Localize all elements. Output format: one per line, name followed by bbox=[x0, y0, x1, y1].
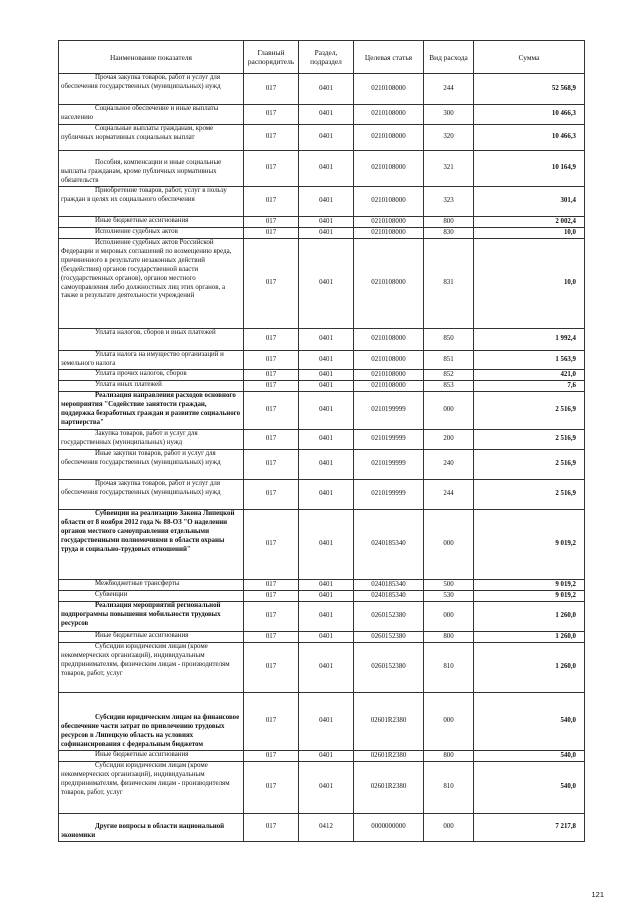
cell-expense-type: 000 bbox=[424, 392, 474, 430]
cell-section: 0401 bbox=[299, 351, 354, 370]
cell-section: 0401 bbox=[299, 430, 354, 450]
cell-amount: 540,0 bbox=[474, 762, 585, 814]
cell-main-manager: 017 bbox=[244, 591, 299, 602]
cell-main-manager: 017 bbox=[244, 450, 299, 480]
cell-main-manager: 017 bbox=[244, 580, 299, 591]
cell-indicator-name: Закупка товаров, работ и услуг для государственных (муниципальных) нужд bbox=[59, 430, 244, 450]
cell-indicator-name: Субсидии юридическим лицам (кроме некоммерческих организаций), индивидуальным предпринимателям, физическим лицам - производителям товаров, работ, услуг bbox=[59, 643, 244, 693]
cell-expense-type: 853 bbox=[424, 381, 474, 392]
table-header-row bbox=[59, 41, 585, 74]
cell-indicator-name: Межбюджетные трансферты bbox=[59, 580, 244, 591]
cell-indicator-name: Уплата иных платежей bbox=[59, 381, 244, 392]
table-row bbox=[59, 228, 585, 239]
cell-amount: 9 019,2 bbox=[474, 510, 585, 580]
cell-main-manager: 017 bbox=[244, 430, 299, 450]
table-row bbox=[59, 762, 585, 814]
cell-main-manager: 017 bbox=[244, 217, 299, 228]
cell-section: 0401 bbox=[299, 392, 354, 430]
table-row bbox=[59, 187, 585, 217]
cell-target-article: 0210108000 bbox=[354, 329, 424, 351]
cell-section: 0401 bbox=[299, 643, 354, 693]
cell-expense-type: 000 bbox=[424, 510, 474, 580]
cell-amount: 2 002,4 bbox=[474, 217, 585, 228]
table-row bbox=[59, 450, 585, 480]
cell-indicator-name: Реализация направления расходов основного мероприятия "Содействие занятости граждан, поддержка безработных граждан и развитие социального партнерства" bbox=[59, 392, 244, 430]
cell-target-article: 0210108000 bbox=[354, 74, 424, 105]
cell-section: 0401 bbox=[299, 217, 354, 228]
cell-section: 0401 bbox=[299, 602, 354, 632]
cell-section: 0401 bbox=[299, 450, 354, 480]
table-row bbox=[59, 693, 585, 751]
cell-main-manager: 017 bbox=[244, 392, 299, 430]
cell-amount: 2 516,9 bbox=[474, 450, 585, 480]
cell-main-manager: 017 bbox=[244, 751, 299, 762]
cell-main-manager: 017 bbox=[244, 125, 299, 151]
cell-section: 0401 bbox=[299, 751, 354, 762]
cell-target-article: 0240185340 bbox=[354, 580, 424, 591]
table-row bbox=[59, 510, 585, 580]
cell-amount: 7,6 bbox=[474, 381, 585, 392]
cell-section: 0401 bbox=[299, 693, 354, 751]
table-row bbox=[59, 74, 585, 105]
cell-indicator-name: Иные бюджетные ассигнования bbox=[59, 751, 244, 762]
cell-section: 0401 bbox=[299, 228, 354, 239]
cell-expense-type: 244 bbox=[424, 480, 474, 510]
table-row bbox=[59, 751, 585, 762]
cell-indicator-name: Уплата налогов, сборов и иных платежей bbox=[59, 329, 244, 351]
cell-amount: 10 164,9 bbox=[474, 151, 585, 187]
cell-expense-type: 530 bbox=[424, 591, 474, 602]
cell-section: 0401 bbox=[299, 105, 354, 125]
cell-main-manager: 017 bbox=[244, 480, 299, 510]
cell-target-article: 0210199999 bbox=[354, 430, 424, 450]
cell-target-article: 0260152380 bbox=[354, 632, 424, 643]
cell-target-article: 0210108000 bbox=[354, 105, 424, 125]
cell-section: 0401 bbox=[299, 125, 354, 151]
cell-indicator-name: Субсидии юридическим лицам (кроме некоммерческих организаций), индивидуальным предпринимателям, физическим лицам - производителям товаров, работ, услуг bbox=[59, 762, 244, 814]
cell-target-article: 02601R2380 bbox=[354, 762, 424, 814]
table-row bbox=[59, 591, 585, 602]
table-row bbox=[59, 370, 585, 381]
document-page bbox=[58, 40, 584, 842]
cell-expense-type: 830 bbox=[424, 228, 474, 239]
cell-main-manager: 017 bbox=[244, 510, 299, 580]
cell-indicator-name: Исполнение судебных актов bbox=[59, 228, 244, 239]
cell-target-article: 0240185340 bbox=[354, 510, 424, 580]
cell-amount: 540,0 bbox=[474, 693, 585, 751]
cell-target-article: 0210108000 bbox=[354, 217, 424, 228]
cell-indicator-name: Субвенции bbox=[59, 591, 244, 602]
budget-table bbox=[58, 40, 585, 842]
header-section: Раздел, подраздел bbox=[299, 41, 354, 74]
cell-expense-type: 000 bbox=[424, 814, 474, 842]
cell-amount: 10,0 bbox=[474, 228, 585, 239]
cell-main-manager: 017 bbox=[244, 74, 299, 105]
cell-amount: 2 516,9 bbox=[474, 392, 585, 430]
cell-amount: 10,0 bbox=[474, 239, 585, 329]
cell-main-manager: 017 bbox=[244, 814, 299, 842]
cell-expense-type: 244 bbox=[424, 74, 474, 105]
cell-target-article: 0000000000 bbox=[354, 814, 424, 842]
table-row bbox=[59, 580, 585, 591]
table-row bbox=[59, 151, 585, 187]
cell-target-article: 0210108000 bbox=[354, 381, 424, 392]
cell-expense-type: 800 bbox=[424, 217, 474, 228]
cell-amount: 10 466,3 bbox=[474, 125, 585, 151]
cell-section: 0401 bbox=[299, 151, 354, 187]
cell-amount: 52 568,9 bbox=[474, 74, 585, 105]
cell-main-manager: 017 bbox=[244, 351, 299, 370]
cell-main-manager: 017 bbox=[244, 228, 299, 239]
cell-target-article: 02601R2380 bbox=[354, 693, 424, 751]
cell-section: 0401 bbox=[299, 381, 354, 392]
table-row bbox=[59, 632, 585, 643]
table-row bbox=[59, 125, 585, 151]
cell-indicator-name: Приобретение товаров, работ, услуг в пользу граждан в целях их социального обеспечения bbox=[59, 187, 244, 217]
cell-amount: 540,0 bbox=[474, 751, 585, 762]
cell-main-manager: 017 bbox=[244, 643, 299, 693]
cell-target-article: 0240185340 bbox=[354, 591, 424, 602]
cell-main-manager: 017 bbox=[244, 762, 299, 814]
cell-main-manager: 017 bbox=[244, 381, 299, 392]
header-amount: Сумма bbox=[474, 41, 585, 74]
cell-expense-type: 200 bbox=[424, 430, 474, 450]
cell-amount: 1 260,0 bbox=[474, 632, 585, 643]
cell-expense-type: 000 bbox=[424, 693, 474, 751]
cell-amount: 2 516,9 bbox=[474, 430, 585, 450]
cell-indicator-name: Иные бюджетные ассигнования bbox=[59, 217, 244, 228]
cell-expense-type: 851 bbox=[424, 351, 474, 370]
cell-target-article: 0210199999 bbox=[354, 480, 424, 510]
cell-indicator-name: Другие вопросы в области национальной экономики bbox=[59, 814, 244, 842]
cell-indicator-name: Субвенции на реализацию Закона Липецкой области от 8 ноября 2012 года № 88-ОЗ "О наделении органов местного самоуправления отдельными государственными полномочиями в области охраны труда и социально-трудовых отношений" bbox=[59, 510, 244, 580]
cell-target-article: 0210108000 bbox=[354, 228, 424, 239]
cell-target-article: 0210108000 bbox=[354, 351, 424, 370]
cell-section: 0401 bbox=[299, 370, 354, 381]
cell-amount: 2 516,9 bbox=[474, 480, 585, 510]
header-indicator-name: Наименование показателя bbox=[59, 41, 244, 74]
table-row bbox=[59, 217, 585, 228]
table-row bbox=[59, 329, 585, 351]
cell-section: 0401 bbox=[299, 510, 354, 580]
cell-expense-type: 850 bbox=[424, 329, 474, 351]
cell-target-article: 0210108000 bbox=[354, 370, 424, 381]
cell-expense-type: 000 bbox=[424, 602, 474, 632]
cell-main-manager: 017 bbox=[244, 693, 299, 751]
cell-amount: 9 019,2 bbox=[474, 591, 585, 602]
cell-expense-type: 300 bbox=[424, 105, 474, 125]
cell-amount: 301,4 bbox=[474, 187, 585, 217]
cell-indicator-name: Уплата налога на имущество организаций и земельного налога bbox=[59, 351, 244, 370]
cell-section: 0401 bbox=[299, 187, 354, 217]
cell-main-manager: 017 bbox=[244, 602, 299, 632]
cell-indicator-name: Уплата прочих налогов, сборов bbox=[59, 370, 244, 381]
table-row bbox=[59, 602, 585, 632]
cell-section: 0401 bbox=[299, 632, 354, 643]
cell-main-manager: 017 bbox=[244, 187, 299, 217]
cell-expense-type: 810 bbox=[424, 643, 474, 693]
cell-main-manager: 017 bbox=[244, 329, 299, 351]
cell-target-article: 0210199999 bbox=[354, 450, 424, 480]
cell-target-article: 0260152380 bbox=[354, 602, 424, 632]
cell-amount: 10 466,3 bbox=[474, 105, 585, 125]
table-row bbox=[59, 480, 585, 510]
cell-amount: 1 563,9 bbox=[474, 351, 585, 370]
cell-expense-type: 800 bbox=[424, 751, 474, 762]
cell-main-manager: 017 bbox=[244, 105, 299, 125]
cell-amount: 1 260,0 bbox=[474, 602, 585, 632]
cell-indicator-name: Пособия, компенсации и иные социальные выплаты гражданам, кроме публичных нормативных обязательств bbox=[59, 151, 244, 187]
table-row bbox=[59, 643, 585, 693]
cell-indicator-name: Социальное обеспечение и иные выплаты населению bbox=[59, 105, 244, 125]
cell-target-article: 0210108000 bbox=[354, 151, 424, 187]
cell-amount: 1 992,4 bbox=[474, 329, 585, 351]
cell-section: 0401 bbox=[299, 329, 354, 351]
cell-main-manager: 017 bbox=[244, 632, 299, 643]
cell-main-manager: 017 bbox=[244, 151, 299, 187]
cell-target-article: 0210108000 bbox=[354, 239, 424, 329]
cell-target-article: 0210108000 bbox=[354, 125, 424, 151]
cell-indicator-name: Реализация мероприятий региональной подпрограммы повышения мобильности трудовых ресурсов bbox=[59, 602, 244, 632]
cell-target-article: 02601R2380 bbox=[354, 751, 424, 762]
cell-expense-type: 852 bbox=[424, 370, 474, 381]
cell-indicator-name: Исполнение судебных актов Российской Федерации и мировых соглашений по возмещению вреда, причиненного в результате незаконных действий (бездействия) органов государственной власти (государственных органов), органов местного самоуправления либо должностных лиц этих органов, а также в результате деятельности учреждений bbox=[59, 239, 244, 329]
cell-amount: 7 217,8 bbox=[474, 814, 585, 842]
table-row bbox=[59, 381, 585, 392]
cell-amount: 1 260,0 bbox=[474, 643, 585, 693]
header-target-article: Целевая статья bbox=[354, 41, 424, 74]
cell-section: 0401 bbox=[299, 762, 354, 814]
cell-section: 0401 bbox=[299, 239, 354, 329]
cell-target-article: 0210108000 bbox=[354, 187, 424, 217]
cell-section: 0401 bbox=[299, 480, 354, 510]
cell-expense-type: 320 bbox=[424, 125, 474, 151]
cell-indicator-name: Субсидии юридическим лицам на финансовое обеспечение части затрат по привлечению трудовых ресурсов в Липецкую область на условиях софинансирования с федеральным бюджетом bbox=[59, 693, 244, 751]
cell-expense-type: 831 bbox=[424, 239, 474, 329]
table-row bbox=[59, 351, 585, 370]
cell-expense-type: 500 bbox=[424, 580, 474, 591]
page-number: 121 bbox=[591, 890, 604, 899]
cell-section: 0401 bbox=[299, 580, 354, 591]
cell-indicator-name: Социальные выплаты гражданам, кроме публичных нормативных социальных выплат bbox=[59, 125, 244, 151]
cell-expense-type: 323 bbox=[424, 187, 474, 217]
table-row bbox=[59, 392, 585, 430]
table-row bbox=[59, 239, 585, 329]
cell-indicator-name: Прочая закупка товаров, работ и услуг для обеспечения государственных (муниципальных) нужд bbox=[59, 74, 244, 105]
cell-section: 0401 bbox=[299, 591, 354, 602]
header-main-manager: Главный распорядитель bbox=[244, 41, 299, 74]
cell-indicator-name: Иные бюджетные ассигнования bbox=[59, 632, 244, 643]
cell-expense-type: 240 bbox=[424, 450, 474, 480]
cell-amount: 421,0 bbox=[474, 370, 585, 381]
cell-section: 0401 bbox=[299, 74, 354, 105]
cell-target-article: 0260152380 bbox=[354, 643, 424, 693]
cell-main-manager: 017 bbox=[244, 239, 299, 329]
cell-indicator-name: Прочая закупка товаров, работ и услуг для обеспечения государственных (муниципальных) нужд bbox=[59, 480, 244, 510]
cell-expense-type: 321 bbox=[424, 151, 474, 187]
table-row bbox=[59, 814, 585, 842]
cell-target-article: 0210199999 bbox=[354, 392, 424, 430]
header-expense-type: Вид расхода bbox=[424, 41, 474, 74]
table-row bbox=[59, 105, 585, 125]
cell-amount: 9 019,2 bbox=[474, 580, 585, 591]
cell-expense-type: 810 bbox=[424, 762, 474, 814]
cell-indicator-name: Иные закупки товаров, работ и услуг для обеспечения государственных (муниципальных) нужд bbox=[59, 450, 244, 480]
table-row bbox=[59, 430, 585, 450]
cell-main-manager: 017 bbox=[244, 370, 299, 381]
cell-expense-type: 800 bbox=[424, 632, 474, 643]
cell-section: 0412 bbox=[299, 814, 354, 842]
